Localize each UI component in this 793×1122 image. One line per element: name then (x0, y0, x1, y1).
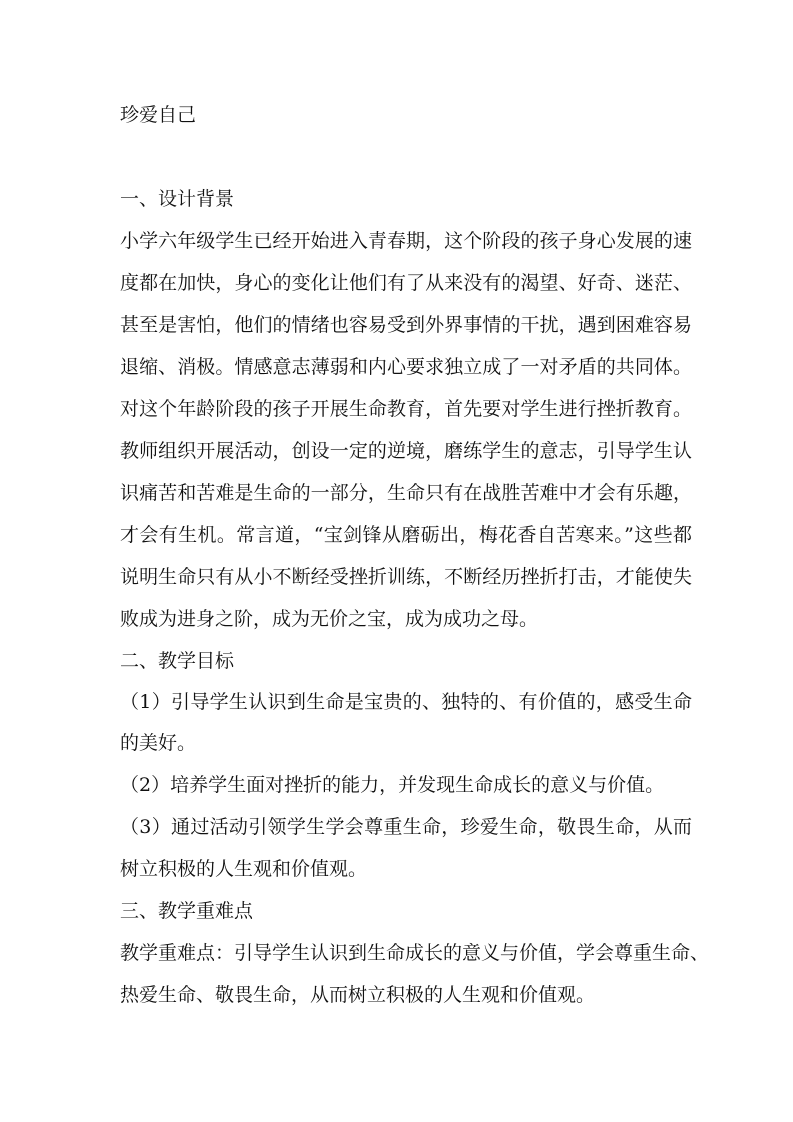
paragraph-line: 识痛苦和苦难是生命的一部分，生命只有在战胜苦难中才会有乐趣， (120, 482, 692, 504)
objective-line: （1）引导学生认识到生命是宝贵的、独特的、有价值的，感受生命 (120, 691, 692, 713)
paragraph-line: 教学重难点：引导学生认识到生命成长的意义与价值，学会尊重生命、 (120, 942, 710, 964)
objective-line: 树立积极的人生观和价值观。 (120, 858, 368, 880)
objective-line: （3）通过活动引领学生学会尊重生命，珍爱生命，敬畏生命，从而 (120, 816, 692, 838)
paragraph-line: 败成为进身之阶，成为无价之宝，成为成功之母。 (120, 608, 539, 630)
section-heading: 三、教学重难点 (120, 900, 254, 922)
section-heading: 二、教学目标 (120, 650, 235, 672)
paragraph-line: 度都在加快，身心的变化让他们有了从来没有的渴望、好奇、迷茫、 (120, 272, 692, 294)
objective-line: （2）培养学生面对挫折的能力，并发现生命成长的意义与价值。 (120, 774, 665, 796)
paragraph-line: 退缩、消极。情感意志薄弱和内心要求独立成了一对矛盾的共同体。 (120, 356, 692, 378)
paragraph-line: 说明生命只有从小不断经受挫折训练，不断经历挫折打击，才能使失 (120, 566, 692, 588)
document-title: 珍爱自己 (120, 104, 197, 126)
paragraph-line: 小学六年级学生已经开始进入青春期，这个阶段的孩子身心发展的速 (120, 230, 692, 252)
paragraph-line: 教师组织开展活动，创设一定的逆境，磨练学生的意志，引导学生认 (120, 440, 692, 462)
section-heading: 一、设计背景 (120, 188, 235, 210)
paragraph-line: 对这个年龄阶段的孩子开展生命教育，首先要对学生进行挫折教育。 (120, 398, 692, 420)
paragraph-line: 甚至是害怕，他们的情绪也容易受到外界事情的干扰，遇到困难容易 (120, 314, 692, 336)
paragraph-line: 热爱生命、敬畏生命，从而树立积极的人生观和价值观。 (120, 984, 596, 1006)
objective-line: 的美好。 (120, 732, 197, 754)
paragraph-line: 才会有生机。常言道，“宝剑锋从磨砺出，梅花香自苦寒来。”这些都 (120, 524, 692, 546)
